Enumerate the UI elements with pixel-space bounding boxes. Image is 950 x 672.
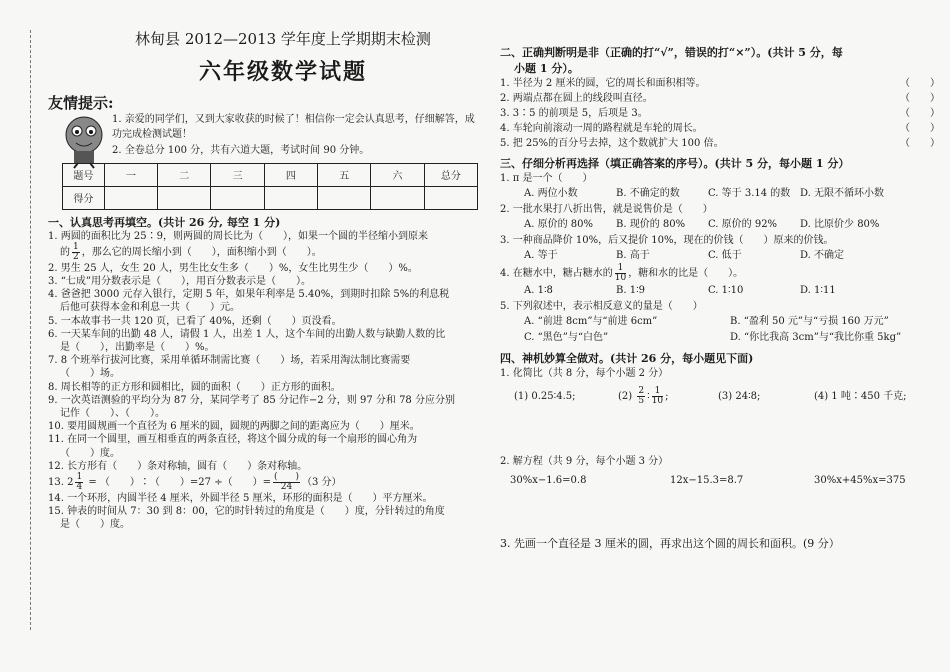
- q1b-pre: 的: [60, 246, 70, 258]
- score-header-cell: 一: [104, 163, 157, 186]
- score-cell[interactable]: [424, 186, 477, 209]
- question-11b: （ ）度。: [60, 447, 120, 459]
- question-4a: 4. 爸爸把 3000 元存入银行，定期 5 年，如果年利率是 5.40%，到期时扣除 5%的利息税: [48, 289, 450, 301]
- tip-1: 1. 亲爱的同学们，又到大家收获的时候了！相信你一定会认真思考，仔细解答，成功完成检测试题！: [112, 114, 475, 140]
- section4-title: 四、神机妙算全做对。(共计 26 分，每小题见下面): [500, 352, 754, 365]
- question-7b: （ ）场。: [60, 368, 120, 380]
- score-cell[interactable]: [264, 186, 317, 209]
- judge-item: 2. 两端点都在圆上的线段叫直径。 （ ）: [500, 93, 940, 104]
- section1-questions: [48, 230, 478, 532]
- question-13: 13. 2 $\frac{1}{4}$ = （ ）∶（ ）=27 ÷（ ）= $\frac{( )}{24} (3$ 分）: [48, 471, 342, 492]
- choice-question-4: 4. 在糖水中，糖占糖水的 $\frac{1}{10}$ ，糖和水的比是（ ）。: [500, 263, 744, 283]
- choice-options-1: A. 两位小数 B. 不确定的数 C. 等于 3.14 的数 D. 无限不循环小数: [524, 188, 885, 199]
- binding-margin-line: [30, 30, 31, 630]
- tip-2: 2. 全卷总分 100 分，共有六道大题，考试时间 90 分钟。: [112, 145, 370, 156]
- score-header-cell: 五: [318, 163, 371, 186]
- judge-item: 3. 3∶5 的前项是 5，后项是 3。 （ ）: [500, 108, 940, 119]
- question-6b: 是（ ），出勤率是（ ）%。: [60, 341, 215, 353]
- choice-options-5: A. “前进 8cm”与“前进 6cm” B. “盈利 50 元”与“亏损 160 万元” C. “黑色”与“白色” D. “你比我高 3cm”与“我比你重 5kg”: [524, 316, 902, 343]
- score-header-cell: 总分: [424, 163, 477, 186]
- score-header-cell: 三: [211, 163, 264, 186]
- exam-main-title: 六年级数学试题: [198, 59, 367, 85]
- answer-parens[interactable]: （ ）: [900, 138, 940, 149]
- fraction: $\frac{2}{5}$: [638, 386, 645, 406]
- question-2: 2. 男生 25 人，女生 20 人，男生比女生多（ ）%，女生比男生少（ ）%。: [48, 262, 418, 274]
- score-cell[interactable]: [158, 186, 211, 209]
- question-10: 10. 要用圆规画一个直径为 6 厘米的圆，圆规的两脚之间的距离应为（ ）厘米。: [48, 421, 420, 433]
- right-column: [500, 44, 940, 551]
- judge-item: 1. 半径为 2 厘米的圆，它的周长和面积相等。 （ ）: [500, 78, 940, 89]
- fraction: $\frac{1}{10}$: [651, 386, 664, 406]
- equation-items: 30%x−1.6=0.8 12x−15.3=8.7 30%x+45%x=375: [510, 475, 906, 486]
- question-6a: 6. 一天某车间的出勤 48 人，请假 1 人，出差 1 人，这个车间的出勤人数与缺勤人数的比: [48, 328, 446, 340]
- judge-item: 5. 把 25%的百分号去掉，这个数就扩大 100 倍。 （ ）: [500, 138, 940, 149]
- choice-options-4: A. 1∶8 B. 1∶9 C. 1∶10 D. 1∶11: [524, 285, 836, 296]
- question-9a: 9. 一次英语测验的平均分为 87 分，某同学考了 85 分记作−2 分，则 97 分和 78 分应分别: [48, 394, 455, 406]
- fraction: $\frac{1}{4}$: [76, 471, 83, 492]
- choice-question-2: 2. 一批水果打八折出售，就是说售价是（ ）: [500, 204, 713, 215]
- question-1a: 1. 两圆的面积比为 25∶9，则两圆的周长比为（ ），如果一个圆的半径缩小到原来: [48, 230, 428, 242]
- section3-title: 三、仔细分析再选择（填正确答案的序号）。(共计 5 分，每小题 1 分）: [500, 157, 850, 170]
- score-cell[interactable]: [318, 186, 371, 209]
- choice-question-1: 1. π 是一个（ ）: [500, 173, 593, 184]
- score-cell[interactable]: [104, 186, 157, 209]
- question-14: 14. 一个环形，内圆半径 4 厘米，外圆半径 5 厘米，环形的面积是（ ）平方厘米。: [48, 492, 433, 504]
- exam-header-title: 林甸县 2012—2013 学年度上学期期末检测: [135, 30, 431, 48]
- answer-parens[interactable]: （ ）: [900, 123, 940, 134]
- question-3: 3. “七成”用分数表示是（ ），用百分数表示是（ ）。: [48, 275, 311, 287]
- answer-parens[interactable]: （ ）: [900, 78, 940, 89]
- choice-options-3: A. 等于 B. 高于 C. 低于 D. 不确定: [524, 250, 845, 261]
- score-cell[interactable]: [371, 186, 424, 209]
- score-header-cell: 六: [371, 163, 424, 186]
- section2-title-cont: 小题 1 分）。: [514, 62, 579, 75]
- question-15b: 是（ ）度。: [60, 519, 130, 531]
- tips-label: 友情提示:: [48, 94, 114, 112]
- question-7a: 7. 8 个班举行拔河比赛，采用单循环制需比赛（ ）场，若采用淘汰制比赛需要: [48, 355, 411, 367]
- choice-question-5: 5. 下列叙述中，表示相反意义的量是（ ）: [500, 301, 703, 312]
- choice-question-3: 3. 一种商品降价 10%，后又提价 10%，现在的价钱（ ）原来的价钱。: [500, 235, 834, 246]
- equation-subtitle: 2. 解方程（共 9 分，每个小题 3 分）: [500, 456, 669, 467]
- question-4b: 后他可获得本金和利息一共（ ）元。: [60, 302, 240, 314]
- judge-item: 4. 车轮向前滚动一周的路程就是车轮的周长。 （ ）: [500, 123, 940, 134]
- question-9b: 记作（ ）、（ ）。: [60, 407, 165, 419]
- section1-title: 一、认真思考再填空。(共计 26 分, 每空 1 分): [48, 215, 281, 229]
- score-header-cell: 二: [158, 163, 211, 186]
- answer-parens[interactable]: （ ）: [900, 108, 940, 119]
- choice-options-2: A. 原价的 80% B. 现价的 80% C. 原价的 92% D. 比原价少 80%: [524, 219, 880, 230]
- q1b-post: ，那么它的周长缩小到（ ），面积缩小到（ ）。: [81, 246, 322, 258]
- section2-title: 二、正确判断明是非（正确的打“√”，错误的打“×”）。(共计 5 分，每: [500, 46, 843, 59]
- question-15a: 15. 钟表的时间从 7：30 到 8：00，它的时针转过的角度是（ ）度，分针转过的角度: [48, 506, 445, 518]
- simplify-items: (1) 0.25∶4.5; (2) $\frac{2}{5}$ ∶ $\frac{1}{10}$ ; (3) 24∶8; (4) 1 吨∶450 千克;: [514, 386, 907, 406]
- fraction: $\frac{1}{2}$: [73, 241, 79, 262]
- mascot-illustration: [56, 113, 112, 169]
- score-cell[interactable]: [211, 186, 264, 209]
- score-table: [62, 163, 478, 210]
- score-header-cell: 题号: [63, 163, 105, 186]
- question-5: 5. 一本故事书一共 120 页，已看了 40%，还剩（ ）页没看。: [48, 315, 342, 327]
- simplify-subtitle: 1. 化简比（共 8 分，每个小题 2 分）: [500, 368, 669, 379]
- fraction: $\frac{1}{10}$: [614, 263, 627, 283]
- answer-parens[interactable]: （ ）: [900, 93, 940, 104]
- score-header-cell: 四: [264, 163, 317, 186]
- left-column: [48, 28, 478, 532]
- score-row-label: 得分: [63, 186, 105, 209]
- question-12: 12. 长方形有（ ）条对称轴，圆有（ ）条对称轴。: [48, 460, 308, 472]
- draw-circle-question: 3. 先画一个直径是 3 厘米的圆，再求出这个圆的周长和面积。(9 分）: [500, 537, 840, 550]
- question-1b: [48, 243, 478, 262]
- fraction: $\frac{( )}{24}$: [273, 471, 299, 492]
- question-11a: 11. 在同一个圆里，画互相垂直的两条直径，将这个圆分成的每一个扇形的圆心角为: [48, 434, 418, 446]
- question-8: 8. 周长相等的正方形和圆相比，圆的面积（ ）正方形的面积。: [48, 381, 341, 393]
